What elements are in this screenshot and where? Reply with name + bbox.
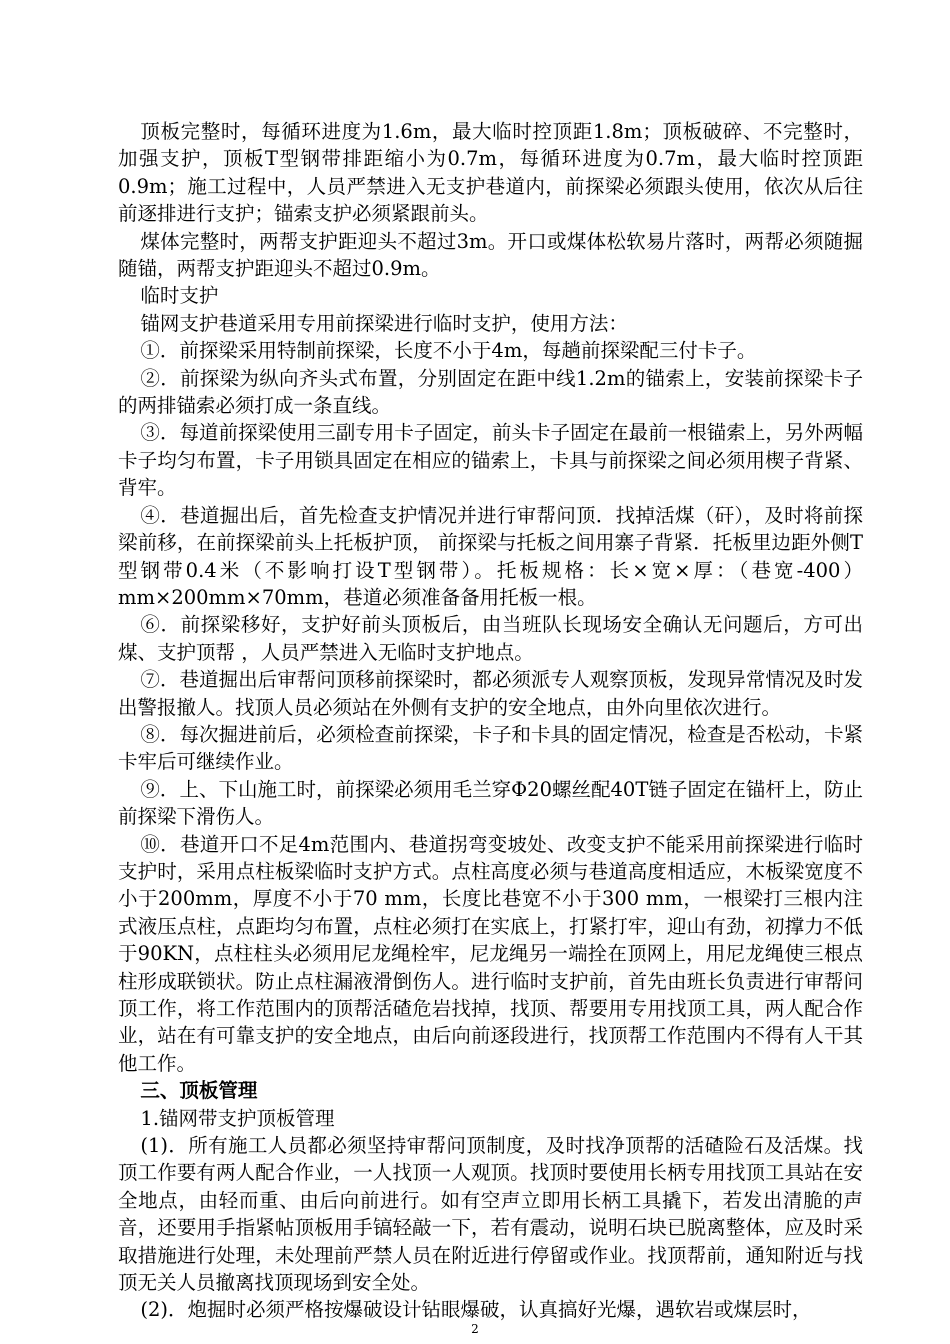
section-heading: 三、顶板管理 <box>140 1079 258 1103</box>
subsection-label: 临时支护 <box>140 284 219 308</box>
list-item: ③．每道前探梁使用三副专用卡子固定，前头卡子固定在最前一根锚索上，另外两幅卡子均匀布置，卡子用锁具固定在相应的锚索上，卡具与前探梁之间必须用楔子背紧、背牢。 <box>118 421 863 500</box>
paragraph: (2)．炮掘时必须严格按爆破设计钻眼爆破，认真搞好光爆，遇软岩或煤层时， <box>140 1298 812 1322</box>
paragraph: (1)．所有施工人员都必须坚持审帮问顶制度，及时找净顶帮的活碴险石及活煤。找顶工作要有两人配合作业，一人找顶一人观顶。找顶时要使用长柄专用找顶工具站在安全地点，由轻而重、由后向前进行。如有空声立即用长柄工具撬下，若发出清脆的声音，还要用手指紧帖顶板用手镐轻敲一下，若有震动，说明石块已脱离整体，应及时采取措施进行处理，未处理前严禁人员在附近进行停留或作业。找顶帮前，通知附近与找顶无关人员撤离找顶现场到安全处。 <box>118 1134 863 1295</box>
page-number: 2 <box>471 1322 479 1336</box>
paragraph: 顶板完整时，每循环进度为1.6m，最大临时控顶距1.8m；顶板破碎、不完整时，加强支护，顶板T型钢带排距缩小为0.7m，每循环进度为0.7m，最大临时控顶距0.9m；施工过程中，人员严禁进入无支护巷道内，前探梁必须跟头使用，依次从后往前逐排进行支护；锚索支护必须紧跟前头。 <box>118 120 863 226</box>
paragraph: 煤体完整时，两帮支护距迎头不超过3m。开口或煤体松软易片落时，两帮必须随掘随锚，两帮支护距迎头不超过0.9m。 <box>118 229 863 281</box>
list-item: ⑨．上、下山施工时，前探梁必须用毛兰穿Φ20螺丝配40T链子固定在锚杆上，防止前探梁下滑伤人。 <box>118 777 863 829</box>
list-item: ⑦．巷道掘出后审帮问顶移前探梁时，都必须派专人观察顶板，发现异常情况及时发出警报撤人。找顶人员必须站在外侧有支护的安全地点，由外向里依次进行。 <box>118 668 863 719</box>
document-body <box>118 118 863 1324</box>
list-item: ②．前探梁为纵向齐头式布置，分别固定在距中线1.2m的锚索上，安装前探梁卡子的两排锚索必须打成一条直线。 <box>118 366 863 418</box>
list-item: ④．巷道掘出后，首先检查支护情况并进行审帮问顶．找掉活煤（矸），及时将前探梁前移，在前探梁前头上托板护顶， 前探梁与托板之间用寨子背紧．托板里边距外侧T型钢带0.4米（不影响打设T型钢带）。托板规格：长×宽×厚：（巷宽-400）mm×200mm×70mm，巷道必须准备备用托板一根。 <box>118 503 863 609</box>
list-item: ⑧．每次掘进前后，必须检查前探梁，卡子和卡具的固定情况，检查是否松动，卡紧卡牢后可继续作业。 <box>118 722 863 774</box>
paragraph: 锚网支护巷道采用专用前探梁进行临时支护，使用方法： <box>140 311 628 335</box>
list-item: ①．前探梁采用特制前探梁，长度不小于4m，每趟前探梁配三付卡子。 <box>140 339 757 363</box>
sub-heading: 1.锚网带支护顶板管理 <box>140 1106 335 1130</box>
list-item: ⑥．前探梁移好，支护好前头顶板后，由当班队长现场安全确认无问题后，方可出煤、支护顶帮 ，人员严禁进入无临时支护地点。 <box>118 613 863 664</box>
list-item: ⑩．巷道开口不足4m范围内、巷道拐弯变坡处、改变支护不能采用前探梁进行临时支护时，采用点柱板梁临时支护方式。点柱高度必须与巷道高度相适应，木板梁宽度不小于200mm，厚度不小于70 mm，长度比巷宽不小于300 mm，一根梁打三根内注式液压点柱，点距均匀布置，点柱必须打在实底上，打紧打牢，迎山有劲，初撑力不低于90KN，点柱柱头必须用尼龙绳栓牢，尼龙绳另一端拴在顶网上，用尼龙绳使三根点柱形成联锁状。防止点柱漏液滑倒伤人。进行临时支护前，首先由班长负责进行审帮问顶工作，将工作范围内的顶帮活碴危岩找掉，找顶、帮要用专用找顶工具，两人配合作业，站在有可靠支护的安全地点，由后向前逐段进行，找顶帮工作范围内不得有人干其他工作。 <box>118 832 863 1075</box>
